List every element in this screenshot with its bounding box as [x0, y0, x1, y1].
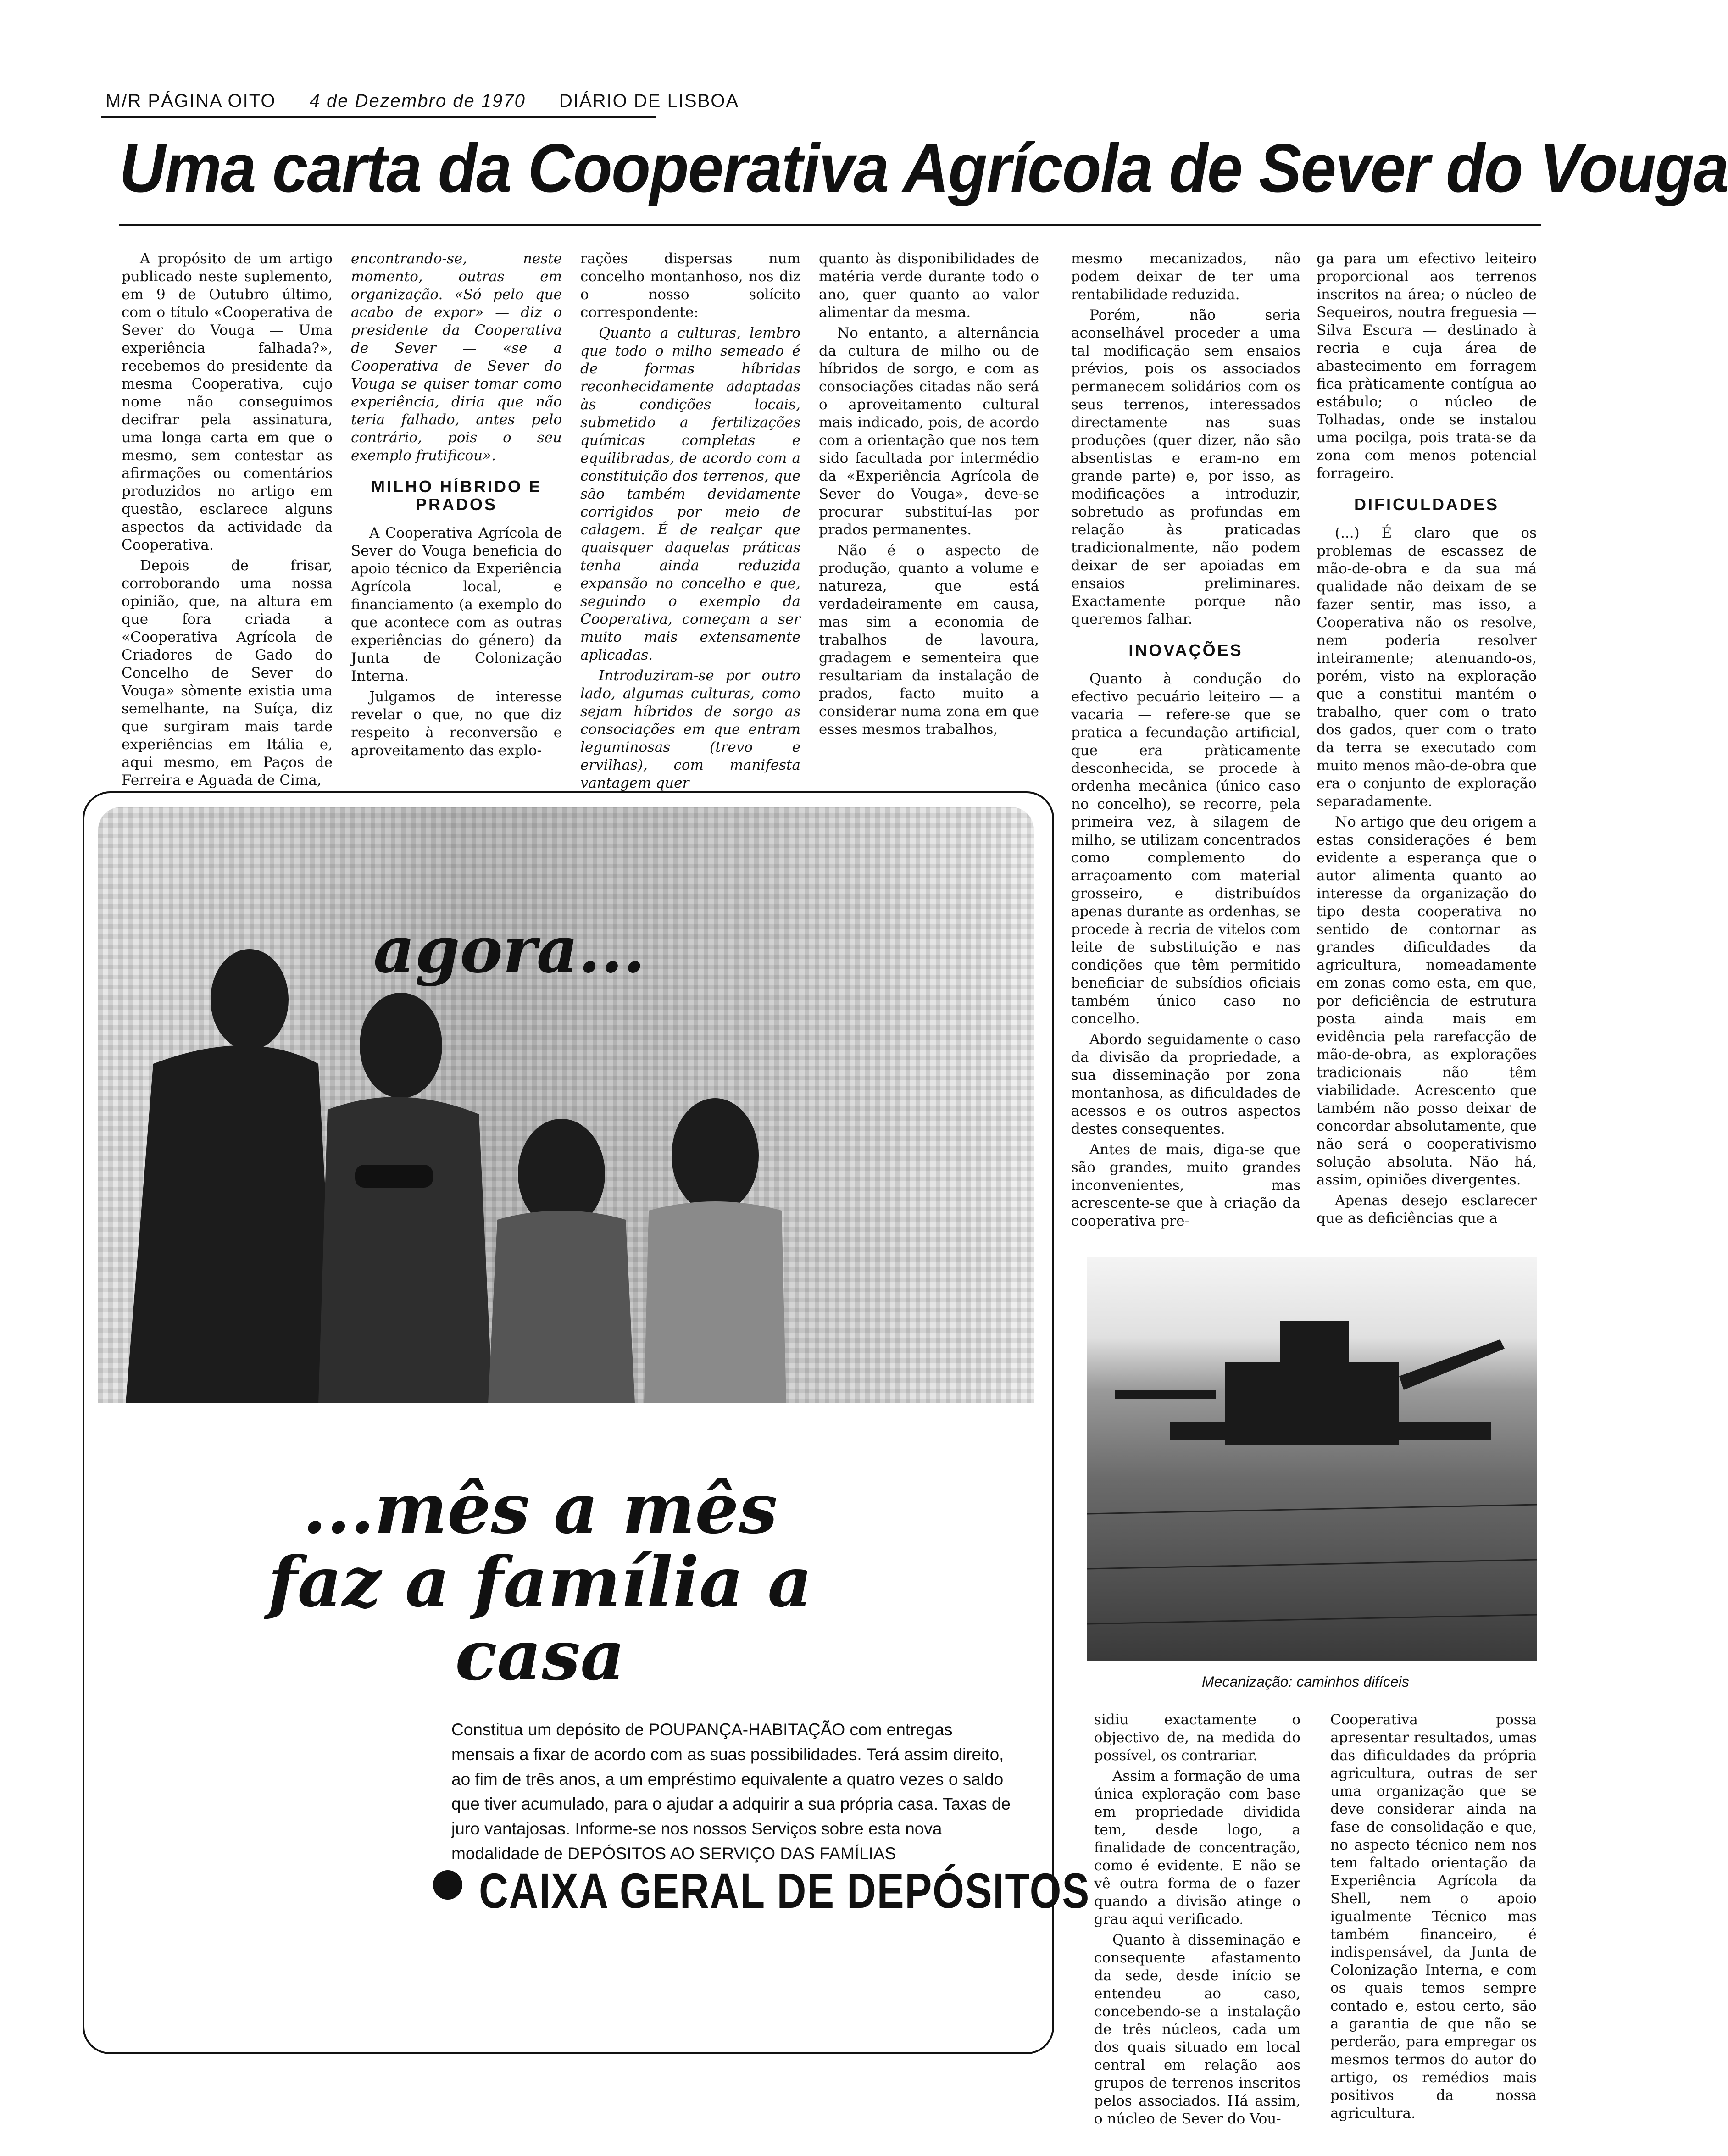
- caixa-geral-advert: [83, 791, 1090, 2054]
- advert-body: Constitua um depósito de POUPANÇA-HABITAÇÃO com entregas mensais a fixar de acordo com as suas possibilidades. Terá assim direito, ao fim de três anos, a um empréstimo equivalente a quatro vezes o saldo que tiver acumulado, para o ajudar a adquirir a sua própria casa. Taxas de juro vantajosas. Informe-se nos nossos Serviços sobre esta nova modalidade de DEPÓSITOS AO SERVIÇO DAS FAMÍLIAS: [451, 1720, 1011, 1863]
- slogan-line: faz a família a: [268, 1542, 812, 1623]
- paragraph: Quanto a culturas, lembro que todo o milho semeado é de formas híbridas reconhecidamente adaptadas às condições locais, submetido a fertilizações químicas completas e equilibradas, de acordo com a constituição dos terrenos, que são também devidamente corrigidos por meio de calagem. É de realçar que quaisquer daquelas práticas tenha ainda reduzida expansão no concelho e que, seguindo o exemplo da Cooperativa, começam a ser muito mais extensamente aplicadas.: [580, 325, 800, 663]
- paragraph: Cooperativa possa apresentar resultados, umas das dificuldades da própria agricultura, outras de ser uma organização que se deve considerar ainda na fase de consolidação e que, no aspecto técnico nem nos tem faltado orientação da Experiência Agrícola da Shell, nem o apoio igualmente Técnico mas também financeiro, é indispensável, da Junta de Colonização Interna, e com os quais temos sempre contado e, estou certo, são a garantia de que não se perderão, para empregar os mesmos termos do autor do artigo, os remédios mais positivos da nossa agricultura.: [1330, 1711, 1537, 2122]
- paragraph: Julgamos de interesse revelar o que, no que diz respeito à reconversão e aproveitamento das explo-: [351, 689, 562, 759]
- paragraph: sidiu exactamente o objectivo de, na medida do possível, os contrariar.: [1094, 1711, 1300, 1764]
- paragraph: Não é o aspecto de produção, quanto a volume e natureza, que está verdadeiramente em causa, mas sim a economia de trabalhos de lavoura, gradagem e sementeira que resultariam da instalação de prados, facto muito a considerar numa zona em que esses mesmos trabalhos,: [819, 542, 1039, 738]
- article-column-2: [351, 250, 562, 764]
- paragraph: encontrando-se, neste momento, outras em organização. «Só pelo que acabo de expor» — diz o presidente da Cooperativa de Sever — «se a Cooperativa de Sever do Vouga se quiser tomar como experiência, diria que não teria falhado, antes pelo contrário, pois o seu exemplo frutificou».: [351, 250, 562, 464]
- paragraph: (...) É claro que os problemas de escassez de mão-de-obra e da sua má qualidade não deixam de se fazer sentir, mas isso, a Cooperativa não os resolve, nem poderia resolver inteiramente; atenuando-os, porém, visto na exploração que a constitui mantém o trabalho, quer com o trato dos gados, quer com o trato da terra se executado com muito menos mão-de-obra que era o conjunto de exploração separadamente.: [1317, 525, 1537, 810]
- folio-rule: [101, 116, 656, 118]
- folio-line: [106, 91, 767, 111]
- harvester-photo: [1087, 1257, 1537, 1661]
- brand-name: CAIXA GERAL DE DEPÓSITOS: [479, 1863, 1090, 1918]
- subhead-dificuldades: DIFICULDADES: [1354, 495, 1499, 514]
- article-headline: Uma carta da Cooperativa Agrícola de Sever do Vouga: [119, 129, 1728, 206]
- paragraph: No entanto, a alternância da cultura de milho ou de híbridos de sorgo, e com as consociações citadas não será o aproveitamento cultural mais indicado, pois, de acordo com a orientação que nos tem sido facultada por intermédio da «Experiência Agrícola de Sever do Vouga», deve-se procurar substituí-las por prados permanentes.: [819, 325, 1039, 538]
- paragraph: Abordo seguidamente o caso da divisão da propriedade, a sua disseminação por zona montanhosa, as dificuldades de acessos e os outros aspectos destes consequentes.: [1071, 1031, 1300, 1137]
- paragraph: Introduziram-se por outro lado, algumas culturas, como sejam híbridos de sorgo as consociações em que entram leguminosas (trevo e ervilhas), com manifesta vantagem quer: [580, 667, 800, 791]
- paragraph: quanto às disponibilidades de matéria verde durante todo o ano, quer quanto ao valor alimentar da mesma.: [819, 250, 1039, 321]
- paragraph: No artigo que deu origem a estas considerações é bem evidente a esperança que o autor alimenta quanto ao interesse da organização do tipo desta cooperativa no sentido de contornar as grandes dificuldades da agricultura, nomeadamente em zonas como esta, em que, por deficiência de estrutura posta ainda mais em evidência pela rarefacção de mão-de-obra, as explorações tradicionais não têm viabilidade. Acrescento que também não posso deixar de concordar absolutamente, que não será o cooperativismo solução absoluta. Não há, assim, opiniões divergentes.: [1317, 814, 1537, 1188]
- subhead-milho-hibrido: MILHO HÍBRIDO E PRADOS: [371, 477, 542, 514]
- family-photo: [98, 807, 1034, 1403]
- paragraph: Quanto à disseminação e consequente afastamento da sede, desde início se entendeu ao caso, concebendo-se a instalação de três núcleos, cada um dos quais situado em local central em relação aos grupos de terrenos inscritos pelos associados. Há assim, o núcleo de Sever do Vou-: [1094, 1932, 1300, 2127]
- advert-headline: agora...: [373, 912, 645, 988]
- article-column-3: [580, 250, 800, 791]
- subhead-inovacoes: INOVAÇÕES: [1128, 641, 1243, 660]
- article-column-7: [1094, 1711, 1300, 2127]
- paragraph: Quanto à condução do efectivo pecuário leiteiro — a vacaria — refere-se que se pratica a fecundação artificial, que era pràticamente desconhecida, se procede à ordenha mecânica (único caso no concelho), se recorre, pela primeira vez, à silagem de milho, se utilizam concentrados como complemento do arraçoamento com material grosseiro, e distribuídos apenas durante as ordenhas, se procede à recria de vitelos com leite de substituição e nas condições que têm permitido beneficiar de subsídios oficiais também único caso no concelho.: [1071, 671, 1300, 1027]
- paragraph: A propósito de um artigo publicado neste suplemento, em 9 de Outubro último, com o título «Cooperativa de Sever do Vouga — Uma experiência falhada?», recebemos do presidente da mesma Cooperativa, cujo nome não conseguimos decifrar pela assinatura, uma longa carta em que o mesmo, sem contestar as afirmações ou comentários produzidos no artigo em questão, esclarece alguns aspectos da actividade da Cooperativa.: [122, 250, 333, 553]
- headline-rule: [119, 224, 1541, 226]
- folio-section: M/R PÁGINA OITO: [106, 91, 276, 111]
- article-column-6: [1317, 250, 1537, 1236]
- paragraph: ga para um efectivo leiteiro proporcional aos terrenos inscritos na área; o núcleo de Sequeiros, noutra freguesia — Silva Escura — destinado à recria e cuja área de abastecimento em forragem fica pràticamente contígua ao estábulo; o núcleo de Tolhadas, onde se instalou uma pocilga, pois trata-se da zona com menos potencial forrageiro.: [1317, 250, 1537, 482]
- advert-brand: [479, 1862, 1090, 1919]
- article-column-4: [819, 250, 1039, 764]
- folio-paper: DIÁRIO DE LISBOA: [559, 91, 739, 111]
- cgd-logo-icon: [433, 1870, 462, 1900]
- paragraph: A Cooperativa Agrícola de Sever do Vouga beneficia do apoio técnico da Experiência Agrícola local, e financiamento (a exemplo do que acontece com as outras experiências do género) da Junta de Colonização Interna.: [351, 525, 562, 684]
- slogan-line: ...mês a mês: [302, 1468, 778, 1549]
- folio-date: 4 de Dezembro de 1970: [309, 91, 526, 111]
- harvester-illustration: [1087, 1257, 1537, 1661]
- slogan-line: casa: [455, 1615, 625, 1696]
- family-silhouette-illustration: [98, 807, 1034, 1403]
- photo-caption: Mecanização: caminhos difíceis: [1202, 1673, 1409, 1690]
- paragraph: Apenas desejo esclarecer que as deficiências que a: [1317, 1192, 1537, 1227]
- article-column-5: [1071, 250, 1300, 1236]
- paragraph: Antes de mais, diga-se que são grandes, muito grandes inconvenientes, mas acrescente-se que à criação da cooperativa pre-: [1071, 1141, 1300, 1229]
- advert-slogan: [268, 1468, 812, 1696]
- paragraph: Porém, não seria aconselhável proceder a uma tal modificação sem ensaios prévios, pois os associados permanecem solidários com os seus terrenos, interessados directamente nas suas produções (quer dizer, não são absentistas e eram-no em grande parte) e, por isso, as modificações a introduzir, sobretudo as profundas em relação às praticadas tradicionalmente, não podem deixar de ser apoiadas em ensaios preliminares. Exactamente porque não queremos falhar.: [1071, 307, 1300, 628]
- paragraph: Depois de frisar, corroborando uma nossa opinião, que, na altura em que fora criada a «Cooperativa Agrícola de Criadores de Gado do Concelho de Sever do Vouga» sòmente existia uma semelhante, na Suíça, diz que surgiram mais tarde experiências em Itália e, aqui mesmo, em Paços de Ferreira e Aguada de Cima,: [122, 557, 333, 789]
- paragraph: mesmo mecanizados, não podem deixar de ter uma rentabilidade reduzida.: [1071, 250, 1300, 303]
- paragraph: rações dispersas num concelho montanhoso, nos diz o nosso solícito correspondente:: [580, 250, 800, 321]
- paragraph: Assim a formação de uma única exploração com base em propriedade dividida tem, desde logo, a finalidade de concentração, como é evidente. E não se vê outra forma de o fazer quando a divisão atinge o grau aqui verificado.: [1094, 1768, 1300, 1928]
- article-column-8: [1330, 1711, 1537, 2124]
- article-column-1: [122, 250, 333, 789]
